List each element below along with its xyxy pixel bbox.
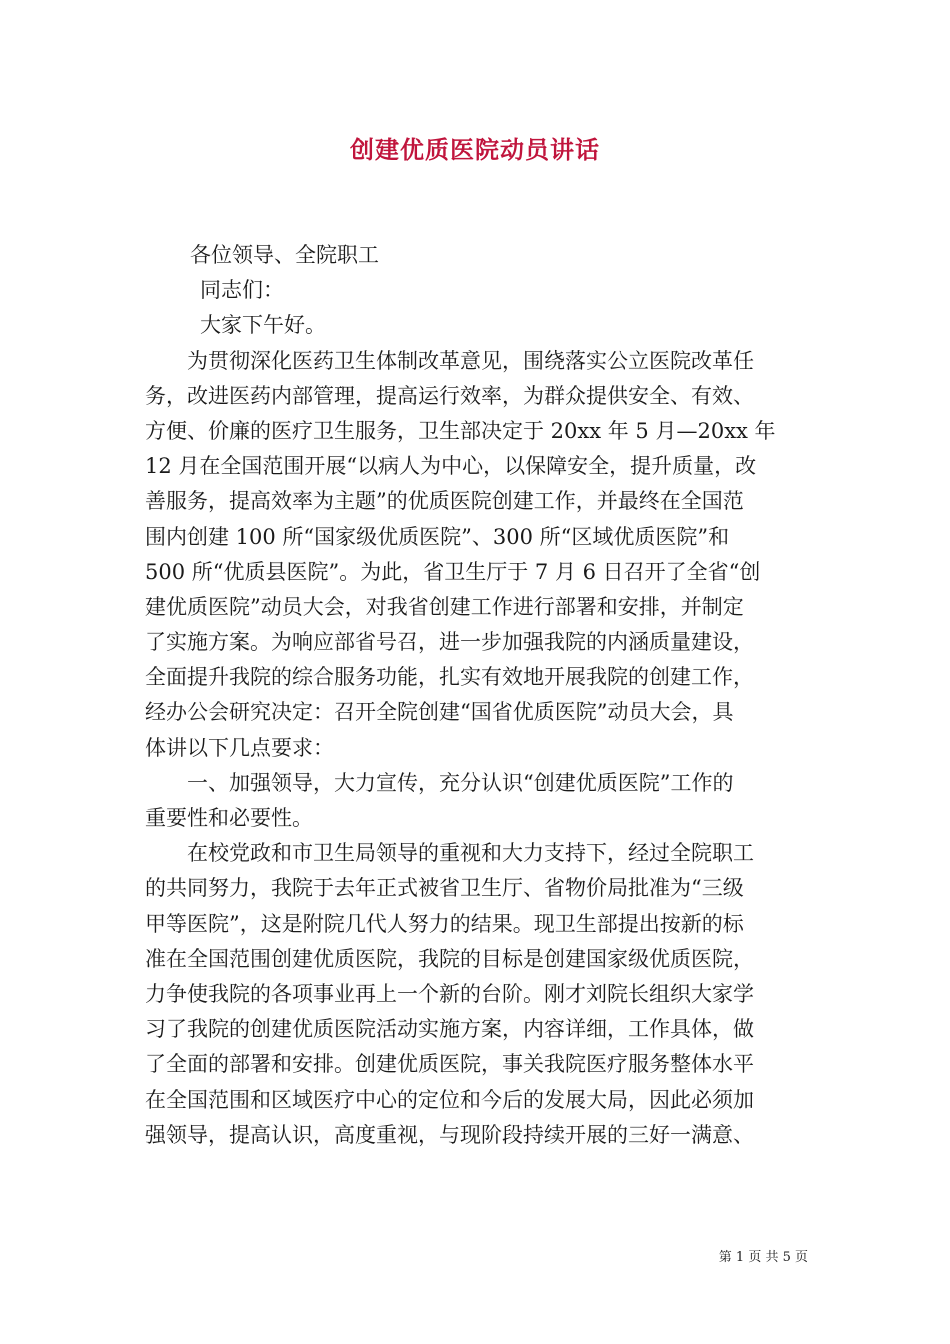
section-heading-line: 重要性和必要性。	[145, 806, 313, 830]
paragraph-line: 500 所“优质县医院”。为此，省卫生厅于 7 月 6 日召开了全省“创	[145, 559, 761, 584]
paragraph-line: 方便、价廉的医疗卫生服务，卫生部决定于 20xx 年 5 月—20xx 年	[145, 418, 776, 443]
paragraph-line: 在校党政和市卫生局领导的重视和大力支持下，经过全院职工	[187, 841, 754, 866]
paragraph-line: 甲等医院”，这是附院几代人努力的结果。现卫生部提出按新的标	[145, 911, 744, 936]
paragraph-line: 建优质医院”动员大会，对我省创建工作进行部署和安排，并制定	[145, 594, 744, 619]
section-heading-line: 一、加强领导，大力宣传，充分认识“创建优质医院”工作的	[187, 770, 734, 795]
paragraph-line: 的共同努力，我院于去年正式被省卫生厅、省物价局批准为“三级	[145, 876, 744, 901]
paragraph-line: 全面提升我院的综合服务功能，扎实有效地开展我院的创建工作，	[145, 665, 754, 690]
page-number-label: 第 1 页 共 5 页	[718, 1250, 808, 1265]
document-title: 创建优质医院动员讲话	[350, 135, 600, 164]
paragraph-line: 了实施方案。为响应部省号召，进一步加强我院的内涵质量建设，	[145, 630, 754, 655]
paragraph-line: 了全面的部署和安排。创建优质医院，事关我院医疗服务整体水平	[145, 1052, 754, 1077]
paragraph-line: 善服务，提高效率为主题”的优质医院创建工作，并最终在全国范	[145, 489, 744, 514]
paragraph-line: 准在全国范围创建优质医院，我院的目标是创建国家级优质医院，	[145, 946, 754, 971]
greeting-line: 大家下午好。	[200, 313, 326, 338]
page-number-footer	[0, 1248, 808, 1268]
paragraph-line: 围内创建 100 所“国家级优质医院”、300 所“区域优质医院”和	[145, 524, 730, 549]
paragraph-line: 在全国范围和区域医疗中心的定位和今后的发展大局，因此必须加	[145, 1087, 754, 1112]
paragraph-line: 习了我院的创建优质医院活动实施方案，内容详细，工作具体，做	[145, 1017, 754, 1042]
paragraph-line: 经办公会研究决定：召开全院创建“国省优质医院”动员大会，具	[145, 700, 734, 725]
paragraph-line: 为贯彻深化医药卫生体制改革意见，围绕落实公立医院改革任	[187, 348, 754, 373]
paragraph-line: 体讲以下几点要求：	[145, 735, 334, 760]
paragraph-line: 务，改进医药内部管理，提高运行效率，为群众提供安全、有效、	[145, 383, 754, 408]
document-body	[145, 238, 810, 1153]
comrades-line: 同志们：	[200, 278, 284, 303]
salutation-line: 各位领导、全院职工	[190, 243, 379, 267]
paragraph-line: 12 月在全国范围开展“以病人为中心，以保障安全，提升质量，改	[145, 454, 757, 479]
paragraph-line: 力争使我院的各项事业再上一个新的台阶。刚才刘院长组织大家学	[145, 981, 754, 1006]
paragraph-line: 强领导，提高认识，高度重视，与现阶段持续开展的三好一满意、	[145, 1122, 754, 1147]
